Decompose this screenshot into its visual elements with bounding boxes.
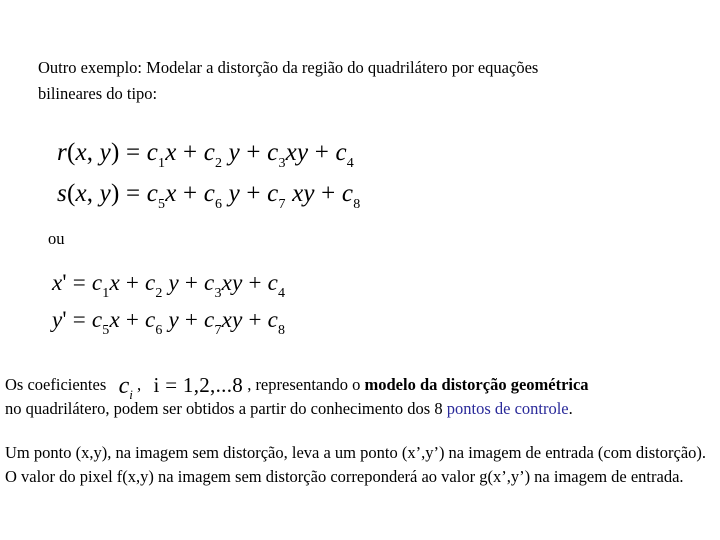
coef-mid: , representando o <box>247 375 361 394</box>
coef-symbol: $c_i$ <box>118 373 133 402</box>
or-label: ou <box>48 229 65 248</box>
intro-text <box>38 55 688 107</box>
intro-line-1: Outro exemplo: Modelar a distorção da região do quadrilátero por equações <box>38 58 539 77</box>
equation-r: r(x, $y) = c_1x + c_2$ $y + c_3xy + c_4$ <box>57 139 354 171</box>
pixel-mapping-paragraph: Um ponto (x,y), na imagem sem distorção, leva a um ponto (x’,y’) na imagem de entrada (com distorção). O valor do pixel f(x,y) na imagem sem distorção correponderá ao valor g(x’,y’) na imagem de entrada. <box>5 443 707 486</box>
coef-end: . <box>568 399 573 418</box>
equation-x-prime: $x' = c_1x + c_2$ $y + c_3xy + c_4$ <box>52 270 286 301</box>
control-points-link[interactable]: pontos de controle <box>446 399 569 418</box>
coef-prefix: Os coeficientes <box>5 375 107 394</box>
equation-y-prime: $y' = c_5x + c_6$ $y + c_7xy + c_8$ <box>52 307 286 338</box>
intro-line-2: bilineares do tipo: <box>38 84 158 103</box>
coef-index-range: i = 1,2,...8 <box>153 373 244 397</box>
coefficients-paragraph <box>5 371 717 421</box>
coef-line2: no quadrilátero, podem ser obtidos a partir do conhecimento dos 8 <box>5 399 443 418</box>
coef-comma: , <box>137 375 142 394</box>
equation-s: s(x, $y) = c_5x + c_6$ $y + c_7$ xy + $c_8$ <box>57 180 361 212</box>
model-bold-text: modelo da distorção geométrica <box>364 375 589 394</box>
